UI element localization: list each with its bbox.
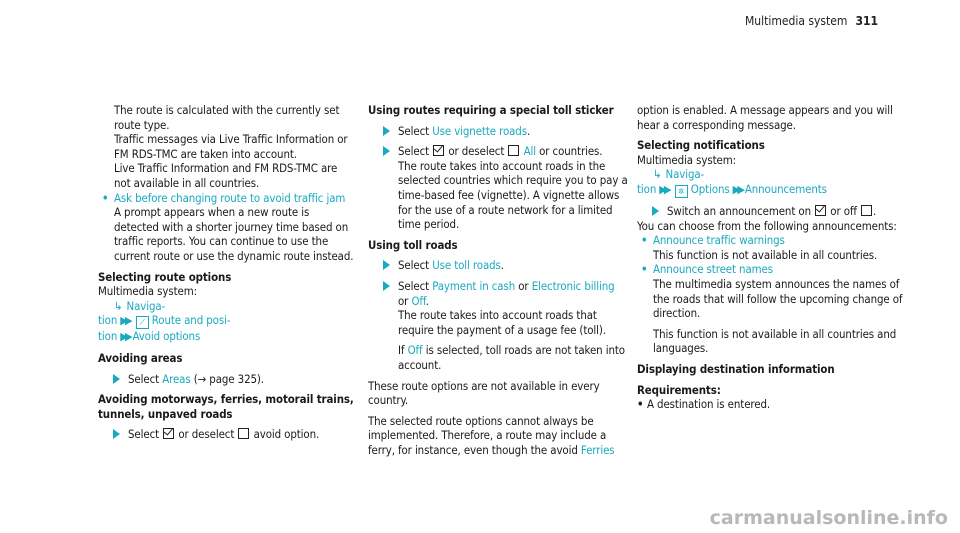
option-toll-roads[interactable]: Use toll roads	[432, 258, 501, 273]
option-vignette-roads[interactable]: Use vignette roads	[432, 123, 527, 138]
step: Select Use vignette roads.	[368, 124, 630, 139]
option-off[interactable]: Off	[411, 293, 426, 308]
menu-path-cont	[637, 182, 903, 198]
option-off-ref[interactable]: Off	[407, 343, 423, 358]
step: Select or deselect avoid option.	[98, 427, 356, 442]
option-areas[interactable]: Areas	[162, 371, 191, 386]
option-ferries[interactable]: Ferries	[580, 442, 615, 457]
step-arrow-icon	[383, 146, 390, 156]
requirement-text: A destination is entered.	[647, 397, 771, 412]
heading-avoiding-motorways: Avoiding motorways, ferries, motorail trains, tunnels, unpaved roads	[98, 392, 354, 421]
unchecked-box-icon	[508, 145, 519, 156]
option-electronic-billing[interactable]: Electronic billing	[531, 278, 615, 293]
step-arrow-icon	[113, 374, 120, 384]
option-traffic-warnings[interactable]: Announce traffic warnings	[653, 233, 785, 248]
paragraph: These route options are not available in every country.	[368, 378, 600, 408]
list-item	[98, 191, 356, 264]
bullet-description: This function is not available in all countries and languages.	[653, 326, 897, 356]
bullet-icon: •	[102, 190, 109, 205]
double-chevron-icon: ▶▶	[732, 182, 742, 196]
paragraph: option is enabled. A message appears and you will hear a corresponding message.	[637, 103, 893, 132]
menu-path-cont	[98, 313, 356, 329]
step-arrow-icon	[383, 260, 390, 270]
double-chevron-icon: ▶▶	[659, 182, 669, 196]
step-description: The route takes into account roads in the selected countries which require you to pay a time-based fee (vignette). A vignette allows for the use of a route network for a limited time period.	[398, 158, 628, 232]
system-label: Multimedia system:	[637, 152, 736, 167]
paragraph: The selected route options cannot always be implemented. Therefore, a route may include a ferry, for instance, even though the avoid Ferries	[368, 413, 615, 457]
step-arrow-icon	[383, 281, 390, 291]
paragraph: The route is calculated with the currently set route type.	[114, 103, 340, 132]
gear-icon: ✲	[675, 185, 688, 198]
heading-route-options: Selecting route options	[98, 269, 232, 284]
list-item	[637, 233, 903, 262]
bullet-description: The multimedia system announces the names of the roads that will follow the upcoming change of direction.	[653, 276, 903, 321]
unchecked-box-icon	[861, 205, 872, 216]
heading-destination-info: Displaying destination information	[637, 361, 835, 376]
menu-route-position-cont[interactable]: tion	[98, 329, 118, 344]
paragraph: You can choose from the following announcements:	[637, 218, 897, 233]
bullet-description: A prompt appears when a new route is detected with a shorter journey time based on traffic reports. You can continue to use the current route or use the dynamic route instead.	[114, 205, 354, 263]
menu-navigation-cont[interactable]: tion	[98, 313, 118, 328]
checked-box-icon	[815, 205, 826, 216]
list-item	[637, 262, 903, 356]
step: Select Payment in cash or Electronic billing or Off. The route takes into account roads that require the payment of a usage fee (toll). If Off is selected, toll roads are not taken into account.	[368, 279, 630, 373]
checked-box-icon	[163, 428, 174, 439]
heading-notifications: Selecting notifications	[637, 138, 765, 153]
step-arrow-icon	[113, 429, 120, 439]
double-chevron-icon: ▶▶	[120, 330, 130, 344]
menu-route-position[interactable]: Route and posi-	[151, 313, 231, 328]
return-arrow-icon: ↳	[653, 167, 662, 182]
return-arrow-icon: ↳	[114, 298, 123, 313]
menu-avoid-options[interactable]: Avoid options	[132, 329, 201, 344]
step-arrow-icon	[383, 126, 390, 136]
page-header	[745, 14, 878, 28]
step: Select Areas (→ page 325).	[98, 372, 356, 387]
menu-navigation-cont[interactable]: tion	[637, 181, 657, 196]
column-1	[98, 103, 356, 442]
step: Select Use toll roads.	[368, 258, 630, 273]
menu-navigation[interactable]: Naviga-	[665, 167, 705, 182]
menu-path	[98, 299, 356, 314]
heading-avoiding-areas: Avoiding areas	[98, 350, 183, 365]
option-link-traffic-jam[interactable]: Ask before changing route to avoid traffic jam	[114, 190, 346, 205]
option-all[interactable]: All	[523, 144, 536, 159]
step: Switch an announcement on or off .	[637, 204, 903, 219]
menu-navigation[interactable]: Naviga-	[126, 298, 166, 313]
bullet-icon: •	[637, 397, 644, 412]
bullet-description: This function is not available in all countries.	[653, 247, 878, 262]
menu-options[interactable]: Options	[690, 181, 730, 196]
unchecked-box-icon	[238, 428, 249, 439]
column-3	[637, 103, 903, 412]
header-title: Multimedia system	[744, 14, 848, 28]
menu-path-cont	[98, 329, 356, 345]
requirements-label: Requirements:	[637, 382, 721, 397]
bullet-icon: •	[641, 262, 648, 277]
step: Select or deselect All or countries. The route takes into account roads in the selected countries which require you to pay a time-based fee (vignette). A vignette allows for the use of a route network for a limited time period.	[368, 144, 630, 232]
list-item	[637, 397, 903, 412]
menu-announcements[interactable]: Announcements	[744, 181, 827, 196]
double-chevron-icon: ▶▶	[120, 314, 130, 328]
system-label: Multimedia system:	[98, 284, 197, 299]
heading-toll-sticker: Using routes requiring a special toll sticker	[368, 103, 614, 117]
step-note: If Off is selected, toll roads are not taken into account.	[398, 343, 625, 372]
checked-box-icon	[433, 145, 444, 156]
step-description: The route takes into account roads that require the payment of a usage fee (toll).	[398, 308, 606, 337]
step-arrow-icon	[652, 206, 659, 216]
watermark: carmanualsonline.info	[709, 507, 948, 529]
option-street-names[interactable]: Announce street names	[653, 262, 773, 277]
route-icon: ⟋	[136, 316, 149, 329]
bullet-icon: •	[641, 233, 648, 248]
paragraph: Live Traffic Information and FM RDS-TMC are not available in all countries.	[114, 161, 338, 190]
column-2	[368, 103, 630, 457]
paragraph: Traffic messages via Live Traffic Information or FM RDS-TMC are taken into account.	[114, 132, 348, 161]
heading-toll-roads: Using toll roads	[368, 237, 458, 252]
page-number: 311	[855, 14, 878, 28]
menu-path	[637, 167, 903, 182]
option-payment-cash[interactable]: Payment in cash	[432, 278, 516, 293]
